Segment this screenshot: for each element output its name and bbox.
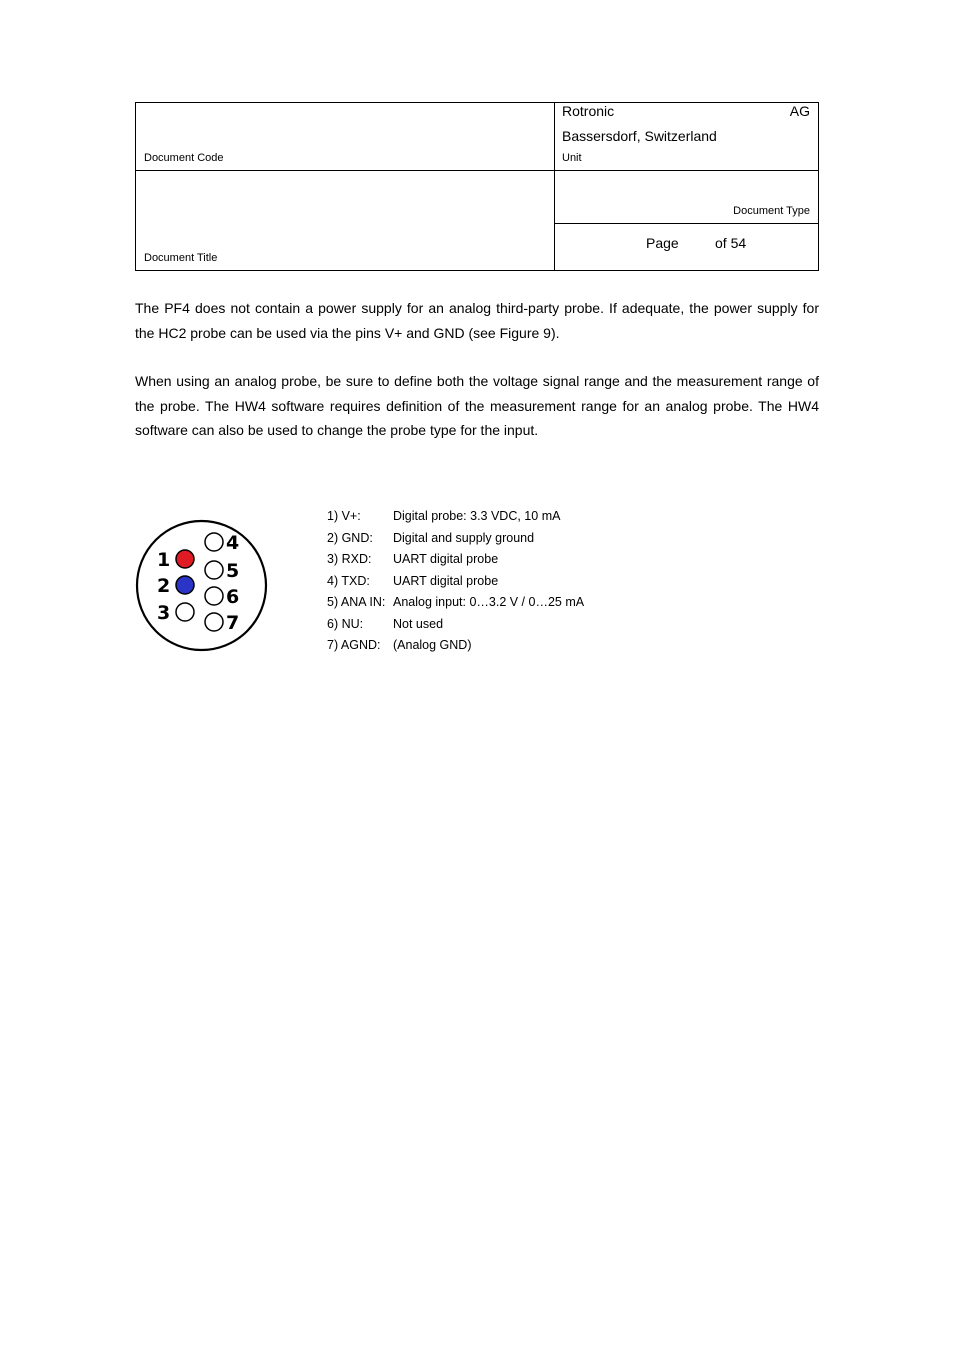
pin-row [327,592,584,614]
pin-4-number: 4 [226,532,240,554]
pin-3-number: 3 [157,602,171,624]
pin-6-number: 6 [226,586,240,608]
header-divider-vertical [554,103,555,270]
pin-2-hole [176,576,194,594]
pin-6-hole [205,587,223,605]
header-divider-horizontal [136,170,818,171]
company-name: Rotronic [562,103,615,119]
pin-row [327,528,584,550]
pin-description: (Analog GND) [393,638,472,652]
document-title-label: Document Title [144,252,218,264]
pin-row [327,571,584,593]
pin-3-hole [176,603,194,621]
pin-7-hole [205,613,223,631]
pin-description: Digital probe: 3.3 VDC, 10 mA [393,509,561,523]
pin-4-hole [205,533,223,551]
pin-id: 2) GND: [327,530,373,545]
pin-row [327,614,584,636]
pin-5-hole [205,561,223,579]
pin-1-number: 1 [157,549,171,571]
company-location: Bassersdorf, Switzerland [562,128,717,144]
header-divider-page [554,223,819,224]
pin-description: Digital and supply ground [393,530,535,545]
pin-id: 7) AGND: [327,638,381,652]
page-label: Page [646,235,679,251]
pin-description: UART digital probe [393,552,499,566]
pin-description: Analog input: 0…3.2 V / 0…25 mA [393,595,585,609]
pin-assignment-list [327,506,584,657]
document-header-table [135,102,819,271]
pin-5-number: 5 [226,560,240,582]
pin-row [327,635,584,657]
pin-row [327,549,584,571]
pin-row [327,506,584,528]
connector-pinout-diagram [134,518,269,653]
page-total: of 54 [715,235,747,251]
pin-id: 6) NU: [327,616,364,631]
pin-1-hole [176,550,194,568]
pin-7-number: 7 [226,612,240,634]
document-type-label: Document Type [733,205,810,217]
paragraph-power-supply: The PF4 does not contain a power supply for an analog third-party probe. If adequate, the power supply for the HC2 probe can be used via the pins V+ and GND (see Figure 9). [135,300,819,341]
unit-label: Unit [562,152,582,164]
document-code-label: Document Code [144,152,224,164]
pin-id: 1) V+: [327,509,361,523]
pin-2-number: 2 [157,575,171,597]
pin-id: 5) ANA IN: [327,595,386,609]
pin-id: 3) RXD: [327,552,372,566]
pin-description: Not used [393,616,444,631]
paragraph-analog-probe: When using an analog probe, be sure to define both the voltage signal range and the measurement range of the probe. The HW4 software requires definition of the measurement range for an analog probe. The HW4 software can also be used to change the probe type for the input. [135,373,819,438]
company-suffix: AG [789,103,810,119]
pin-id: 4) TXD: [327,573,370,588]
pin-description: UART digital probe [393,573,499,588]
